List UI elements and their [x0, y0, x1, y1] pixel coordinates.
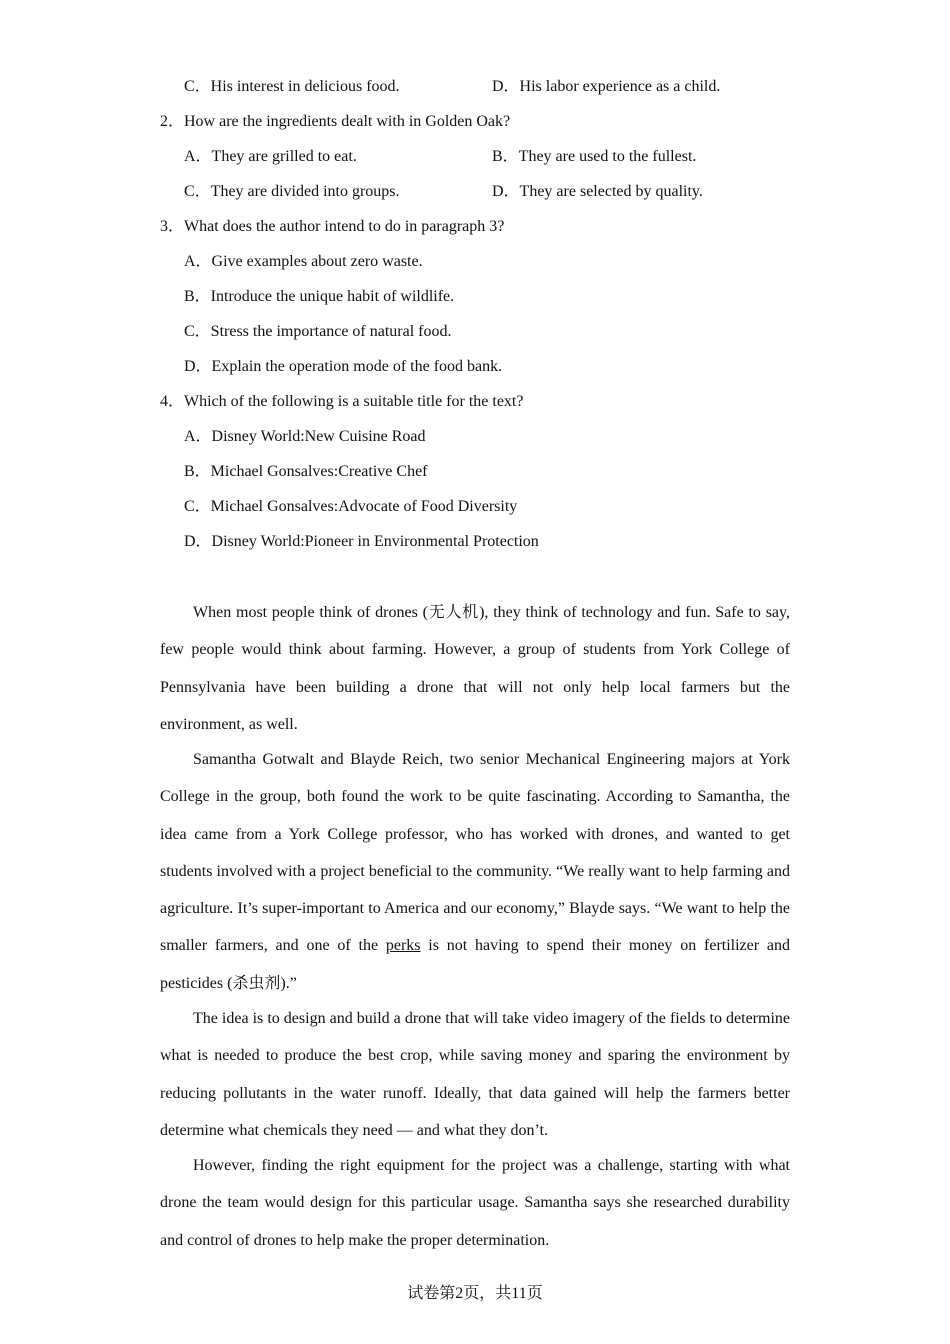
underlined-word-perks: perks: [385, 937, 421, 955]
passage-paragraph-2-text-b: is not having to spend their money on fertilizer and pesticides (杀虫剂).”: [160, 937, 790, 992]
q2-stem: 2．How are the ingredients dealt with in Golden Oak?: [160, 113, 511, 130]
q2-option-c: C．They are divided into groups.: [184, 183, 400, 200]
q3-option-c: C．Stress the importance of natural food.: [184, 323, 452, 340]
passage-paragraph-4: However, finding the right equipment for the project was a challenge, starting with what drone the team would design for this particular usage. Samantha says she researched durability and control of drones to help make the proper determination.: [160, 1157, 790, 1249]
q3-stem: 3．What does the author intend to do in paragraph 3?: [160, 218, 505, 235]
passage-paragraph-2: [160, 741, 790, 1002]
q2-option-a: A．They are grilled to eat.: [184, 148, 357, 165]
q4-stem: 4．Which of the following is a suitable title for the text?: [160, 393, 524, 410]
passage-paragraph-1: When most people think of drones (无人机), they think of technology and fun. Safe to say, few people would think about farming. However, a group of students from York College of Pennsylvania have been building a drone that will not only help local farmers but the environment, as well.: [160, 604, 790, 733]
q4-option-b: B．Michael Gonsalves:Creative Chef: [184, 463, 428, 480]
q4-option-a: A．Disney World:New Cuisine Road: [184, 428, 426, 445]
passage-paragraph-2-text-a: Samantha Gotwalt and Blayde Reich, two senior Mechanical Engineering majors at York College in the group, both found the work to be quite fascinating. According to Samantha, the idea came from a York College professor, who has worked with drones, and wanted to get students involved with a project beneficial to the community. “We really want to help farming and agriculture. It’s super-important to America and our economy,” Blayde says. “We want to help the smaller farmers, and one of the: [160, 751, 790, 955]
passage-paragraph-3: The idea is to design and build a drone that will take video imagery of the fields to determine what is needed to produce the best crop, while saving money and sparing the environment by reducing pollutants in the water runoff. Ideally, that data gained will help the farmers better determine what chemicals they need — and what they don’t.: [160, 1010, 790, 1139]
q3-option-d: D．Explain the operation mode of the food bank.: [184, 358, 503, 375]
q2-option-b: B．They are used to the fullest.: [492, 148, 697, 165]
q2-option-d: D．They are selected by quality.: [492, 183, 703, 200]
page-footer: 试卷第2页，共11页: [407, 1285, 543, 1302]
q4-option-c: C．Michael Gonsalves:Advocate of Food Diversity: [184, 498, 518, 515]
q4-option-d: D．Disney World:Pioneer in Environmental Protection: [184, 533, 539, 550]
q1-option-d: D．His labor experience as a child.: [492, 78, 721, 95]
q1-option-c: C．His interest in delicious food.: [184, 78, 400, 95]
q3-option-a: A．Give examples about zero waste.: [184, 253, 423, 270]
q3-option-b: B．Introduce the unique habit of wildlife.: [184, 288, 455, 305]
